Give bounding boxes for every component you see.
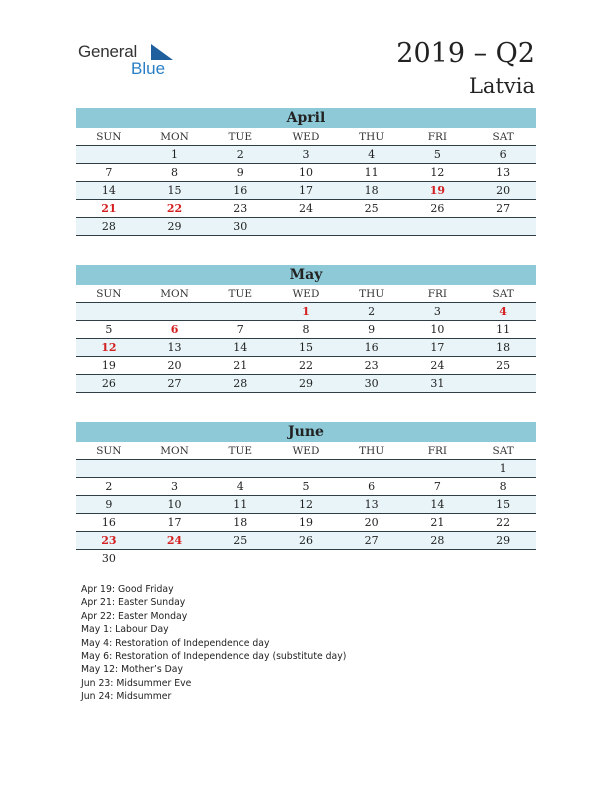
empty-day-cell — [207, 460, 273, 478]
month-name: May — [76, 265, 536, 285]
day-cell: 6 — [339, 478, 405, 496]
holiday-day-cell: 23 — [76, 532, 142, 550]
day-cell: 28 — [405, 532, 471, 550]
day-cell: 17 — [273, 182, 339, 200]
day-cell: 19 — [76, 357, 142, 375]
day-cell: 1 — [142, 146, 208, 164]
day-cell: 17 — [405, 339, 471, 357]
holiday-day-cell: 24 — [142, 532, 208, 550]
weekday-label: SUN — [76, 442, 142, 460]
day-cell: 16 — [207, 182, 273, 200]
weekday-label: SUN — [76, 285, 142, 303]
country-name: Latvia — [468, 74, 535, 98]
day-cell: 23 — [339, 357, 405, 375]
day-cell: 24 — [273, 200, 339, 218]
weekday-label: THU — [339, 285, 405, 303]
empty-day-cell — [339, 460, 405, 478]
weekday-label: SAT — [470, 128, 536, 146]
day-cell: 26 — [273, 532, 339, 550]
holiday-note: May 12: Mother’s Day — [81, 664, 183, 676]
day-cell: 5 — [273, 478, 339, 496]
week-row — [76, 182, 536, 200]
day-cell: 3 — [142, 478, 208, 496]
day-cell: 9 — [76, 496, 142, 514]
day-cell: 19 — [273, 514, 339, 532]
holiday-day-cell: 21 — [76, 200, 142, 218]
day-cell: 15 — [273, 339, 339, 357]
month-calendar-june — [76, 422, 536, 567]
week-row — [76, 200, 536, 218]
day-cell: 11 — [207, 496, 273, 514]
empty-day-cell — [470, 375, 536, 393]
weekday-label: SAT — [470, 285, 536, 303]
week-row — [76, 550, 536, 568]
day-cell: 23 — [207, 200, 273, 218]
day-cell: 14 — [207, 339, 273, 357]
logo-word-blue: Blue — [131, 59, 166, 78]
holiday-note: Apr 19: Good Friday — [81, 584, 174, 595]
day-cell: 22 — [273, 357, 339, 375]
weekday-label: WED — [273, 442, 339, 460]
holiday-day-cell: 6 — [142, 321, 208, 339]
empty-day-cell — [142, 303, 208, 321]
holiday-note: Jun 23: Midsummer Eve — [81, 677, 192, 689]
day-cell: 20 — [142, 357, 208, 375]
day-cell: 8 — [142, 164, 208, 182]
week-row — [76, 514, 536, 532]
empty-day-cell — [76, 460, 142, 478]
generalblue-logo — [78, 40, 198, 84]
week-row — [76, 218, 536, 236]
week-row — [76, 478, 536, 496]
weekday-label: MON — [142, 285, 208, 303]
day-cell: 13 — [339, 496, 405, 514]
weekday-label: SUN — [76, 128, 142, 146]
week-row — [76, 339, 536, 357]
month-grid — [76, 128, 536, 236]
empty-day-cell — [76, 303, 142, 321]
day-cell: 9 — [207, 164, 273, 182]
day-cell: 10 — [405, 321, 471, 339]
day-cell: 4 — [207, 478, 273, 496]
day-cell: 27 — [470, 200, 536, 218]
weekday-label: TUE — [207, 442, 273, 460]
empty-day-cell — [273, 550, 339, 568]
week-row — [76, 303, 536, 321]
weekday-label: THU — [339, 128, 405, 146]
weekday-header-row — [76, 128, 536, 146]
day-cell: 8 — [273, 321, 339, 339]
day-cell: 15 — [470, 496, 536, 514]
holiday-note: Apr 22: Easter Monday — [81, 610, 188, 622]
week-row — [76, 321, 536, 339]
holiday-note: Apr 21: Easter Sunday — [81, 597, 186, 609]
day-cell: 11 — [339, 164, 405, 182]
day-cell: 2 — [207, 146, 273, 164]
day-cell: 7 — [207, 321, 273, 339]
day-cell: 7 — [405, 478, 471, 496]
day-cell: 3 — [405, 303, 471, 321]
weekday-header-row — [76, 442, 536, 460]
day-cell: 26 — [76, 375, 142, 393]
day-cell: 22 — [470, 514, 536, 532]
empty-day-cell — [207, 303, 273, 321]
month-grid — [76, 442, 536, 567]
day-cell: 17 — [142, 514, 208, 532]
weekday-label: TUE — [207, 128, 273, 146]
weekday-label: MON — [142, 128, 208, 146]
day-cell: 7 — [76, 164, 142, 182]
day-cell: 29 — [142, 218, 208, 236]
day-cell: 4 — [339, 146, 405, 164]
day-cell: 29 — [470, 532, 536, 550]
empty-day-cell — [142, 460, 208, 478]
holiday-day-cell: 4 — [470, 303, 536, 321]
empty-day-cell — [339, 550, 405, 568]
empty-day-cell — [405, 550, 471, 568]
day-cell: 20 — [470, 182, 536, 200]
day-cell: 14 — [405, 496, 471, 514]
weekday-label: FRI — [405, 285, 471, 303]
weekday-label: THU — [339, 442, 405, 460]
empty-day-cell — [339, 218, 405, 236]
day-cell: 28 — [76, 218, 142, 236]
day-cell: 10 — [142, 496, 208, 514]
day-cell: 25 — [470, 357, 536, 375]
holiday-day-cell: 1 — [273, 303, 339, 321]
holiday-day-cell: 19 — [405, 182, 471, 200]
month-calendar-april — [76, 108, 536, 236]
day-cell: 27 — [339, 532, 405, 550]
day-cell: 31 — [405, 375, 471, 393]
holiday-note: May 1: Labour Day — [81, 624, 169, 636]
weekday-label: FRI — [405, 128, 471, 146]
weekday-label: TUE — [207, 285, 273, 303]
empty-day-cell — [273, 460, 339, 478]
week-row — [76, 532, 536, 550]
day-cell: 24 — [405, 357, 471, 375]
weekday-label: FRI — [405, 442, 471, 460]
day-cell: 21 — [405, 514, 471, 532]
holiday-note: May 6: Restoration of Independence day (substitute day) — [81, 651, 347, 663]
holiday-note: May 4: Restoration of Independence day — [81, 637, 270, 649]
holiday-note: Jun 24: Midsummer — [81, 691, 172, 703]
empty-day-cell — [207, 550, 273, 568]
day-cell: 16 — [339, 339, 405, 357]
day-cell: 18 — [207, 514, 273, 532]
weekday-label: WED — [273, 285, 339, 303]
day-cell: 5 — [405, 146, 471, 164]
day-cell: 1 — [470, 460, 536, 478]
day-cell: 2 — [76, 478, 142, 496]
day-cell: 2 — [339, 303, 405, 321]
empty-day-cell — [273, 218, 339, 236]
empty-day-cell — [470, 218, 536, 236]
quarter-title: 2019 – Q2 — [396, 38, 535, 69]
holiday-day-cell: 12 — [76, 339, 142, 357]
day-cell: 25 — [207, 532, 273, 550]
month-grid — [76, 285, 536, 393]
day-cell: 10 — [273, 164, 339, 182]
day-cell: 30 — [339, 375, 405, 393]
weekday-label: SAT — [470, 442, 536, 460]
day-cell: 30 — [101, 552, 116, 565]
week-row — [76, 357, 536, 375]
day-cell: 15 — [142, 182, 208, 200]
day-cell: 21 — [207, 357, 273, 375]
weekday-label: WED — [273, 128, 339, 146]
day-cell: 13 — [142, 339, 208, 357]
day-cell: 3 — [273, 146, 339, 164]
empty-day-cell — [405, 460, 471, 478]
weekday-header-row — [76, 285, 536, 303]
day-cell: 20 — [339, 514, 405, 532]
week-row — [76, 375, 536, 393]
day-cell: 16 — [76, 514, 142, 532]
day-cell: 30 — [207, 218, 273, 236]
day-cell: 12 — [405, 164, 471, 182]
day-cell: 29 — [273, 375, 339, 393]
day-cell: 12 — [273, 496, 339, 514]
month-name: June — [76, 422, 536, 442]
day-cell: 27 — [142, 375, 208, 393]
empty-day-cell — [76, 146, 142, 164]
day-cell: 6 — [470, 146, 536, 164]
month-name: April — [76, 108, 536, 128]
weekday-label: MON — [142, 442, 208, 460]
day-cell: 26 — [405, 200, 471, 218]
day-cell: 13 — [470, 164, 536, 182]
holiday-day-cell: 22 — [142, 200, 208, 218]
week-row — [76, 164, 536, 182]
day-cell: 8 — [470, 478, 536, 496]
day-cell: 25 — [339, 200, 405, 218]
week-row — [76, 460, 536, 478]
day-cell: 11 — [470, 321, 536, 339]
day-cell: 9 — [339, 321, 405, 339]
day-cell: 28 — [207, 375, 273, 393]
day-cell: 5 — [76, 321, 142, 339]
empty-day-cell — [470, 550, 536, 568]
logo-word-general: General — [78, 42, 138, 61]
empty-day-cell — [405, 218, 471, 236]
day-cell: 18 — [339, 182, 405, 200]
month-calendar-may — [76, 265, 536, 393]
empty-day-cell — [142, 550, 208, 568]
week-row — [76, 146, 536, 164]
holiday-list — [81, 583, 346, 704]
week-row — [76, 496, 536, 514]
day-cell: 18 — [470, 339, 536, 357]
day-cell: 14 — [76, 182, 142, 200]
